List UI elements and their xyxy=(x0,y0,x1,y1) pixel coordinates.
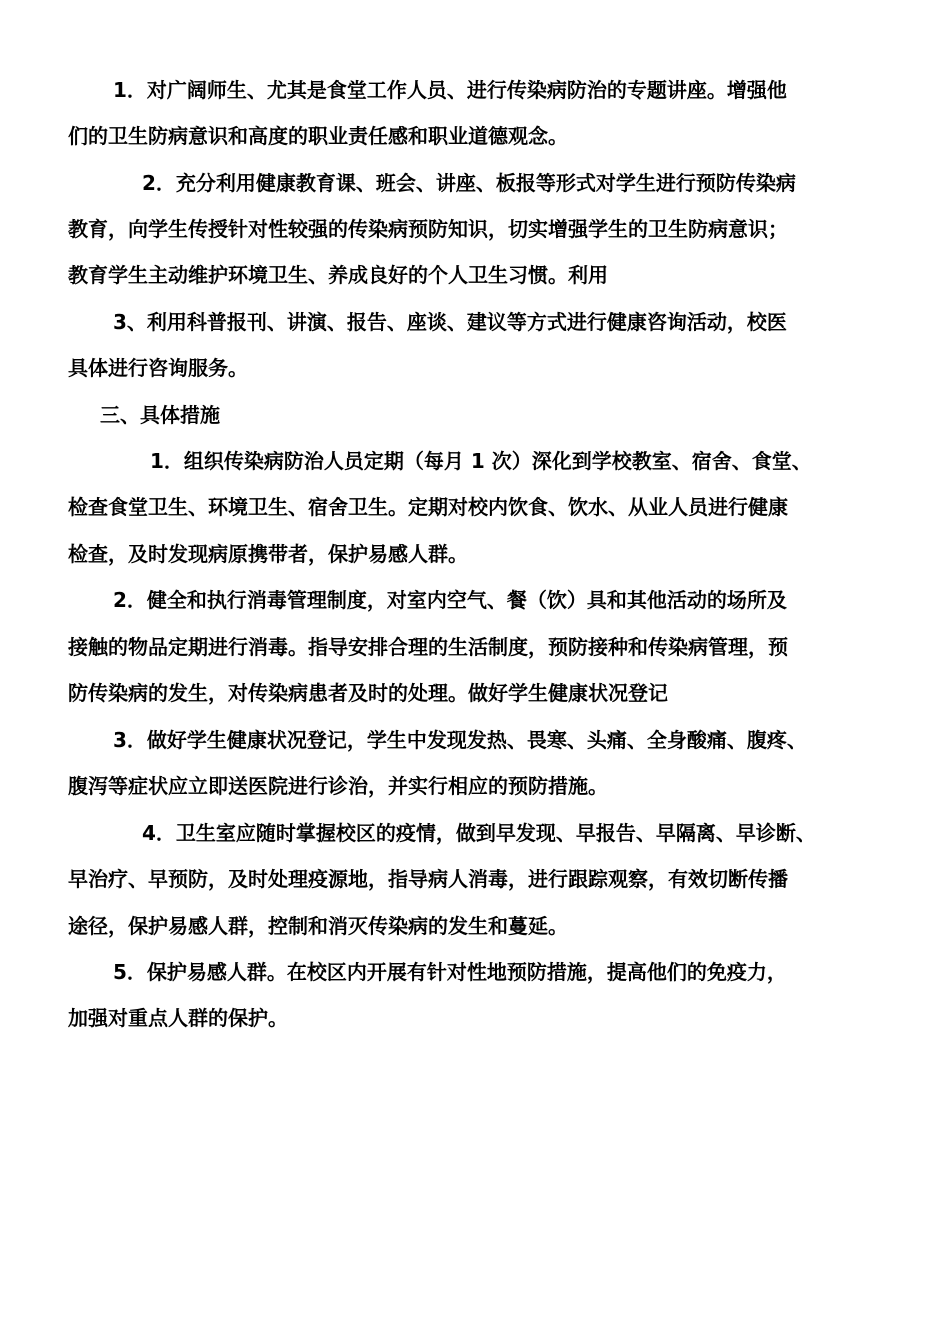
text-line: 4．卫生室应随时掌握校区的疫情，做到早发现、早报告、早隔离、早诊断、 xyxy=(142,821,816,845)
text-line: 腹泻等症状应立即送医院进行诊治，并实行相应的预防措施。 xyxy=(68,774,608,798)
text-line: 防传染病的发生，对传染病患者及时的处理。做好学生健康状况登记 xyxy=(68,681,668,705)
text-line: 1．对广阔师生、尤其是食堂工作人员、进行传染病防治的专题讲座。增强他 xyxy=(113,78,787,102)
text-line: 具体进行咨询服务。 xyxy=(68,356,248,380)
text-line: 3．做好学生健康状况登记，学生中发现发热、畏寒、头痛、全身酸痛、腹疼、 xyxy=(113,728,807,752)
text-line: 5．保护易感人群。在校区内开展有针对性地预防措施，提高他们的免疫力， xyxy=(113,960,787,984)
text-line: 加强对重点人群的保护。 xyxy=(68,1006,288,1030)
text-line: 2．充分利用健康教育课、班会、讲座、板报等形式对学生进行预防传染病 xyxy=(142,171,796,195)
text-line: 3、利用科普报刊、讲演、报告、座谈、建议等方式进行健康咨询活动，校医 xyxy=(113,310,787,334)
text-line: 2．健全和执行消毒管理制度，对室内空气、餐（饮）具和其他活动的场所及 xyxy=(113,588,787,612)
text-line: 教育，向学生传授针对性较强的传染病预防知识，切实增强学生的卫生防病意识； xyxy=(68,217,788,241)
text-line: 检查，及时发现病原携带者，保护易感人群。 xyxy=(68,542,468,566)
text-line: 早治疗、早预防，及时处理疫源地，指导病人消毒，进行跟踪观察，有效切断传播 xyxy=(68,867,788,891)
section-heading: 三、具体措施 xyxy=(100,403,220,427)
text-line: 检查食堂卫生、环境卫生、宿舍卫生。定期对校内饮食、饮水、从业人员进行健康 xyxy=(68,495,788,519)
text-line: 1．组织传染病防治人员定期（每月 1 次）深化到学校教室、宿舍、食堂、 xyxy=(150,449,812,473)
text-line: 教育学生主动维护环境卫生、养成良好的个人卫生习惯。利用 xyxy=(68,263,608,287)
text-line: 途径，保护易感人群，控制和消灭传染病的发生和蔓延。 xyxy=(68,914,568,938)
text-line: 们的卫生防病意识和高度的职业责任感和职业道德观念。 xyxy=(68,124,568,148)
text-line: 接触的物品定期进行消毒。指导安排合理的生活制度，预防接种和传染病管理，预 xyxy=(68,635,788,659)
